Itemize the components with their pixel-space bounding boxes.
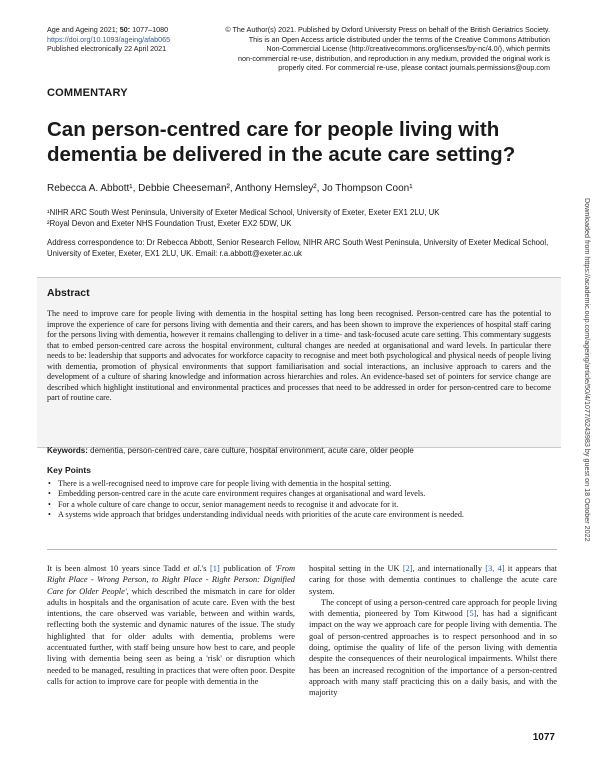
key-point-item xyxy=(47,489,555,499)
license-line: non-commercial re-use, distribution, and reproduction in any medium, provided the original work is xyxy=(237,53,550,63)
key-point-text: A systems wide approach that bridges understanding individual needs with priorities of the acute care environment is needed. xyxy=(58,509,464,519)
body-column-left xyxy=(47,563,295,687)
bullet-icon: • xyxy=(48,489,51,499)
citation-link[interactable]: [2] xyxy=(402,564,413,573)
body-text: It is been almost 10 years since Tadd xyxy=(47,564,184,573)
body-column-right xyxy=(309,563,557,699)
body-text: , has had a significant impact on the way we approach care for people living with dementia. The goal of person-centred approaches is to respect personhood and in so doing, optimise the quality of life of the person living with dementia despite the consequences of their neurological impairments. Whilst there has been an increased recognition of the importance of a person-centred approach with many staff practicing this on a daily basis, and with the majority xyxy=(309,609,557,698)
keywords-text: dementia, person-centred care, care culture, hospital environment, acute care, older people xyxy=(90,446,414,455)
published-date: Published electronically 22 April 2021 xyxy=(47,44,167,54)
section-label: COMMENTARY xyxy=(47,87,128,99)
affiliations xyxy=(47,207,439,229)
journal-volume-line xyxy=(47,25,207,35)
page-number: 1077 xyxy=(532,732,555,743)
journal-name: Age and Ageing 2021; xyxy=(47,25,120,34)
abstract-heading: Abstract xyxy=(47,287,90,299)
citation-link[interactable]: [1] xyxy=(210,564,220,573)
license-line: This is an Open Access article distributed under the terms of the Creative Commons Attribution xyxy=(248,34,550,44)
abstract-box xyxy=(37,277,561,448)
body-paragraph xyxy=(309,597,557,699)
keywords-label: Keywords: xyxy=(47,446,88,455)
abstract-text: The need to improve care for people living with dementia in the hospital setting has long been recognised. Person-centred care has the potential to improve the experience of care for persons living with dementia and their carers, and has been shown to improve the experiences of hospital staff caring for the persons living with dementia, however it remains challenging to deliver in a time- and task-focused acute care setting. This commentary suggests that to embed person-centred care across the hospital environment, cultural changes are needed at organisational and ward levels. In particular there needs to be: leadership that supports and advocates for workforce capacity to recognise and meet both psychological and physical needs of people living with dementia, promotion of physical environments that support familiarisation and social interactions, an inclusive approach to carers and the development of a culture of sharing knowledge and information across hierarchies and roles. An evidence-based set of pointers for service change are described which highlight institutional and environmental practices and processes that need to be addressed in order for person-centred care to become part of routine care. xyxy=(47,309,551,402)
key-point-text: For a whole culture of care change to occur, senior management needs to recognise it and advocate for it. xyxy=(58,499,399,509)
body-text: , and internationally xyxy=(412,564,486,573)
key-point-text: There is a well-recognised need to improve care for people living with dementia in the hospital setting. xyxy=(58,479,392,488)
license-line: properly cited. For commercial re-use, please contact journals.permissions@oup.com xyxy=(278,63,550,73)
key-point-item xyxy=(47,479,555,489)
body-text: , which described the mismatch in care for older adults in hospitals and the organisation of acute care. Even with the best intentions, the care observed was variable, between and within wards, reflecting both the systemic and dynamic natures of the issue. The study highlighted that for older adults with dementia, problems were accentuated further, with staff being unsure how best to care, and people living with dementia being seen as being a 'risk' or disruption which needed to be managed, resulting in practices that were often poor. Despite calls for action to improve care for people with dementia in the xyxy=(47,586,296,686)
affiliation-1: ¹NIHR ARC South West Peninsula, University of Exeter Medical School, University of Exeter, Exeter EX1 2LU, UK xyxy=(47,208,440,217)
section-divider xyxy=(47,549,557,550)
body-paragraph xyxy=(47,563,295,687)
license-line: Non-Commercial License (http://creativecommons.org/licenses/by-nc/4.0/), which permits xyxy=(266,44,550,54)
publication-title: 'From Right Place - Wrong Person, to Right Place - Right Person: Dignified Care for Older People' xyxy=(47,564,296,596)
journal-volume: 50: xyxy=(119,25,131,34)
keywords xyxy=(47,446,557,455)
body-text: The concept of using a person-centred care approach for people living with dementia, pioneered by Tom Kitwood xyxy=(309,597,557,619)
body-text-italic: et al. xyxy=(183,564,202,573)
journal-pages: 1077–1080 xyxy=(130,25,169,34)
citation-link[interactable]: [3, 4] xyxy=(485,564,505,573)
body-text: publication of xyxy=(219,564,275,573)
key-points-list xyxy=(47,479,555,520)
key-point-item xyxy=(47,510,555,520)
download-watermark: Downloaded from https://academic.oup.com/ageing/article/50/4/1077/6243983 by guest on 18 October 2022 xyxy=(583,198,592,542)
license-notice xyxy=(195,25,550,73)
article-title: Can person-centred care for people living with dementia be delivered in the acute care setting? xyxy=(47,118,516,166)
bullet-icon: • xyxy=(48,499,51,509)
key-point-text: Embedding person-centred care in the acute care environment requires changes at organisational and ward levels. xyxy=(58,489,426,499)
affiliation-2: ²Royal Devon and Exeter NHS Foundation Trust, Exeter EX2 5DW, UK xyxy=(47,219,292,228)
key-points-heading: Key Points xyxy=(47,465,91,475)
body-text: 's xyxy=(201,564,210,573)
body-paragraph xyxy=(309,563,557,597)
body-text: it appears that caring for those with dementia continues to challenge the acute care system. xyxy=(309,564,558,596)
bullet-icon: • xyxy=(48,479,51,488)
license-line: © The Author(s) 2021. Published by Oxford University Press on behalf of the British Geriatrics Society. xyxy=(225,25,550,34)
journal-citation xyxy=(47,25,207,54)
key-point-item xyxy=(47,500,555,510)
correspondence-address: Address correspondence to: Dr Rebecca Abbott, Senior Research Fellow, NIHR ARC South West Peninsula, University of Exeter Medical School, University of Exeter, Exeter, EX1 2LU, UK. Email: r.a.abbott@exeter.ac.uk xyxy=(47,238,549,258)
author-list: Rebecca A. Abbott¹, Debbie Cheeseman², Anthony Hemsley², Jo Thompson Coon¹ xyxy=(47,183,413,194)
body-text: hospital setting in the UK xyxy=(309,564,403,573)
bullet-icon: • xyxy=(48,509,51,519)
citation-link[interactable]: [5] xyxy=(466,609,477,619)
doi-link[interactable]: https://doi.org/10.1093/ageing/afab065 xyxy=(47,34,171,44)
